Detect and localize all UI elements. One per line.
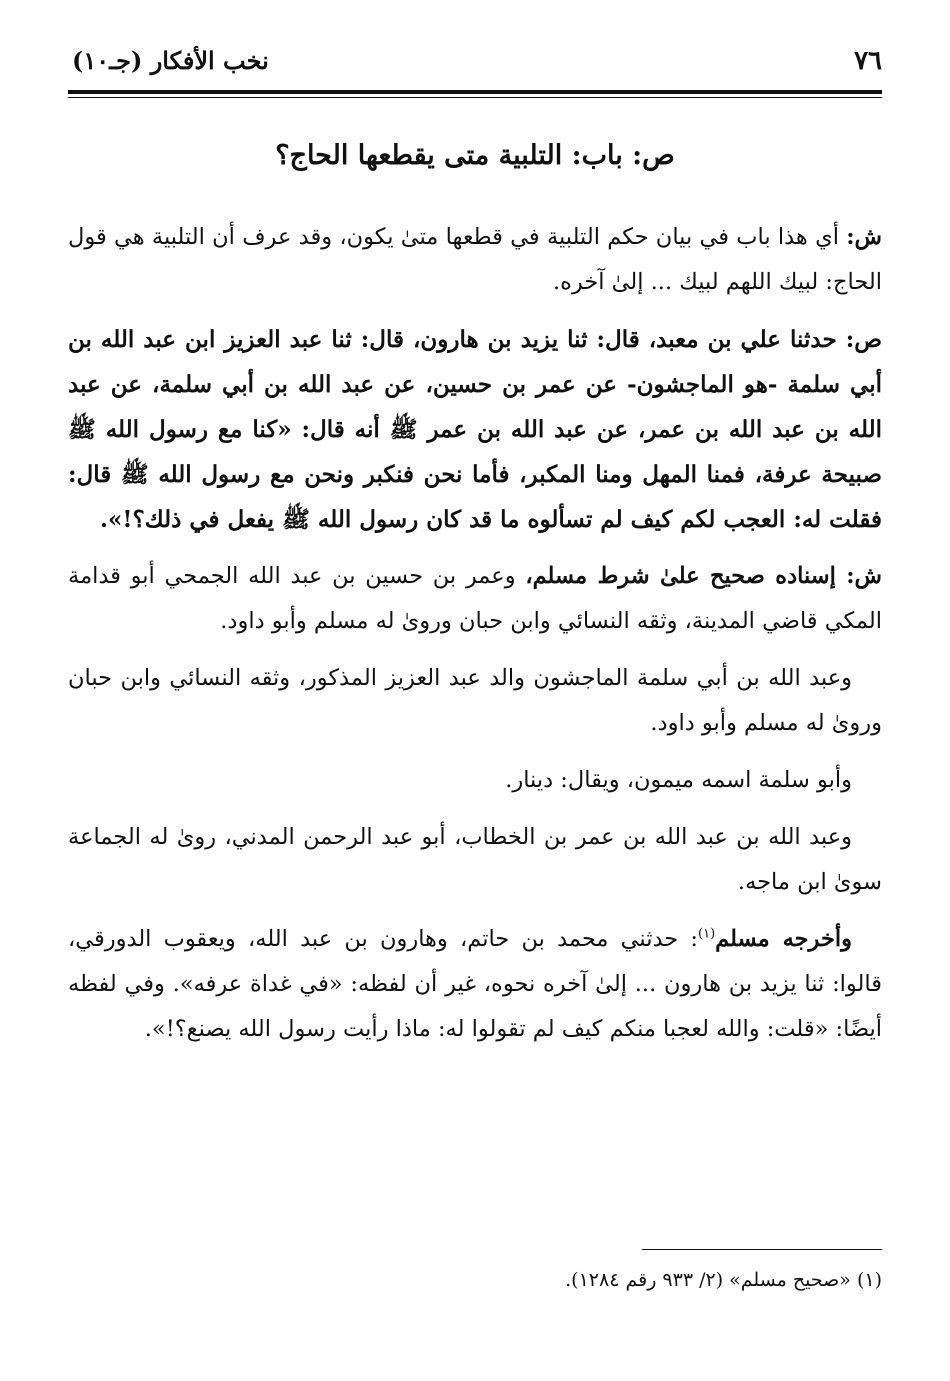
footnote-separator	[642, 1249, 882, 1250]
paragraph	[68, 815, 882, 905]
paragraph-marker: ص:	[845, 326, 882, 353]
paragraph	[68, 554, 882, 644]
paragraph-text: : حدثني محمد بن حاتم، وهارون بن عبد الله، ويعقوب الدورقي، قالوا: ثنا يزيد بن هارون ... إلىٰ آخره نحوه، غير أن لفظه: «في غداة عرفه». وفي لفظه أيضًا: «قلت: والله لعجبا منكم كيف لم تقولوا له: ماذا رأيت رسول الله يصنع؟!».	[68, 926, 882, 1042]
running-title: نخب الأفكار (جـ١٠)	[72, 46, 269, 75]
paragraph	[68, 758, 882, 803]
footnote: (١) «صحيح مسلم» (٢/ ٩٣٣ رقم ١٢٨٤).	[565, 1269, 882, 1291]
header-rule-thick	[68, 90, 882, 94]
paragraph	[68, 215, 882, 305]
chapter-heading: ص: باب: التلبية متى يقطعها الحاج؟	[275, 140, 675, 171]
paragraph-text: وأبو سلمة اسمه ميمون، ويقال: دينار.	[505, 767, 852, 793]
paragraph-marker: ش:	[846, 224, 882, 250]
paragraph-marker: ش:	[846, 563, 882, 589]
paragraph	[68, 656, 882, 746]
paragraph-text: وعبد الله بن أبي سلمة الماجشون والد عبد العزيز المذكور، وثقه النسائي وابن حبان وروىٰ له مسلم وأبو داود.	[68, 665, 882, 736]
paragraph-text: وعبد الله بن عبد الله بن عمر بن الخطاب، أبو عبد الرحمن المدني، روىٰ له الجماعة سوىٰ ابن ماجه.	[68, 824, 882, 895]
paragraph-text: حدثنا علي بن معبد، قال: ثنا يزيد بن هارون، قال: ثنا عبد العزيز ابن عبد الله بن أبي سلمة -هو الماجشون- عن عمر بن حسين، عن عبد الله بن أبي سلمة، عن عبد الله بن عبد الله بن عمر، عن عبد الله بن عمر ﷺ أنه قال: «كنا مع رسول الله ﷺ صبيحة عرفة، فمنا المهل ومنا المكبر، فأما نحن فنكبر ونحن مع رسول الله ﷺ قال: فقلت له: العجب لكم كيف لم تسألوه ما قد كان رسول الله ﷺ يفعل في ذلك؟!».	[68, 326, 883, 533]
body-text	[68, 215, 882, 1064]
page-number: ٧٦	[854, 46, 882, 76]
page-header	[72, 42, 882, 90]
paragraph-text: وعمر بن حسين بن عبد الله الجمحي أبو قدامة المكي قاضي المدينة، وثقه النسائي وابن حبان وروىٰ له مسلم وأبو داود.	[68, 563, 882, 634]
paragraph-hadith	[68, 317, 882, 542]
paragraph	[68, 917, 882, 1052]
paragraph-lead: وأخرجه مسلم	[715, 926, 852, 952]
footnote-reference: (١)	[698, 926, 716, 942]
header-rule-thin	[68, 97, 882, 98]
paragraph-emphasis: إسناده صحيح علىٰ شرط مسلم،	[525, 563, 847, 589]
paragraph-text: أي هذا باب في بيان حكم التلبية في قطعها متىٰ يكون، وقد عرف أن التلبية هي قول الحاج: لبيك اللهم لبيك ... إلىٰ آخره.	[68, 224, 882, 295]
